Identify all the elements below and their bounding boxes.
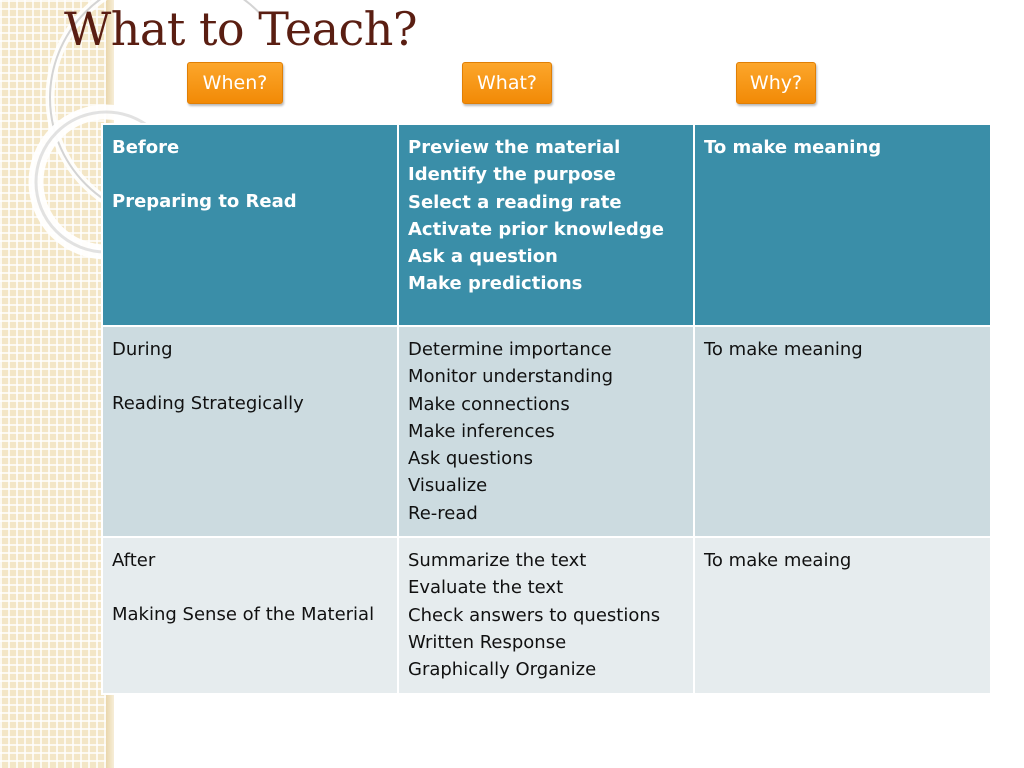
reason-text: To make meaning xyxy=(704,137,882,158)
what-cell xyxy=(398,124,694,326)
strategy-item: Preview the material xyxy=(408,137,621,158)
strategy-item: Monitor understanding xyxy=(408,366,613,388)
stage-name: Before xyxy=(112,137,180,158)
strategy-item: Check answers to questions xyxy=(408,604,661,626)
why-cell xyxy=(694,326,991,537)
when-cell xyxy=(102,124,398,326)
when-cell xyxy=(102,326,398,537)
when-button[interactable]: When? xyxy=(187,62,283,104)
stage-subtitle: Making Sense of the Material xyxy=(112,604,375,626)
strategy-item: Summarize the text xyxy=(408,550,587,572)
reason-text: To make meaing xyxy=(704,550,852,572)
what-cell xyxy=(398,537,694,693)
stage-name: After xyxy=(112,550,156,572)
strategy-item: Activate prior knowledge xyxy=(408,218,664,240)
slide-title: What to Teach? xyxy=(64,2,418,56)
why-cell xyxy=(694,537,991,693)
strategy-item: Ask questions xyxy=(408,448,533,470)
strategy-item: Make connections xyxy=(408,393,570,415)
strategy-item: Make predictions xyxy=(408,273,583,295)
strategy-item: Graphically Organize xyxy=(408,659,597,681)
stage-subtitle: Reading Strategically xyxy=(112,393,304,415)
table-row xyxy=(102,326,991,537)
strategy-item: Re-read xyxy=(408,502,478,524)
strategy-item: Written Response xyxy=(408,631,567,653)
table-row xyxy=(102,124,991,326)
reason-text: To make meaning xyxy=(704,339,863,360)
what-button[interactable]: What? xyxy=(462,62,552,104)
why-cell xyxy=(694,124,991,326)
when-cell xyxy=(102,537,398,693)
strategy-table xyxy=(101,123,992,695)
strategy-item: Identify the purpose xyxy=(408,164,616,186)
strategy-item: Determine importance xyxy=(408,339,612,360)
table-row xyxy=(102,537,991,693)
strategy-item: Select a reading rate xyxy=(408,191,622,213)
strategy-item: Evaluate the text xyxy=(408,577,564,599)
strategy-item: Visualize xyxy=(408,475,488,497)
strategy-item: Make inferences xyxy=(408,420,555,442)
what-cell xyxy=(398,326,694,537)
stage-name: During xyxy=(112,339,173,360)
strategy-item: Ask a question xyxy=(408,246,558,268)
stage-subtitle: Preparing to Read xyxy=(112,191,297,213)
why-button[interactable]: Why? xyxy=(736,62,816,104)
